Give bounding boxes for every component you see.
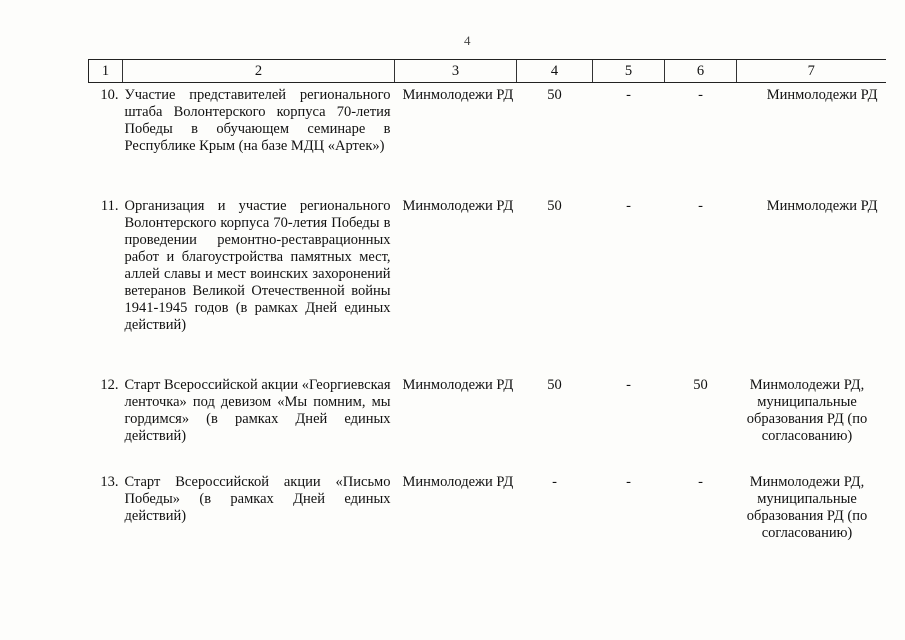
cell-col4: 50 xyxy=(547,87,562,103)
column-header: 7 xyxy=(737,60,886,83)
column-number-row xyxy=(89,60,886,83)
cell-col4: 50 xyxy=(547,376,562,393)
cell-col6: - xyxy=(698,197,703,214)
event-name: Старт Всероссийской акции «Георгиевская ленточка» под девизом «Мы помним, мы гордимся» (в рамках Дней единых действий) xyxy=(124,376,391,444)
responsible: Минмолодежи РД xyxy=(402,197,514,214)
row-number: 12. xyxy=(100,376,119,393)
column-header: 3 xyxy=(395,60,517,83)
table-row xyxy=(89,194,886,373)
event-name: Старт Всероссийской акции «Письмо Победы» (в рамках Дней единых действий) xyxy=(124,473,391,524)
cell-col6: - xyxy=(698,473,703,490)
cell-col4: - xyxy=(552,473,557,490)
row-number: 11. xyxy=(100,197,119,214)
event-name: Организация и участие регионального Волонтерского корпуса 70-летия Победы в проведении ремонтно-реставрационных работ и благоустройства памятных мест, аллей славы и мест воинских захоронений ветеранов Великой Отечественной войны 1941-1945 годов (в рамках Дней единых действий) xyxy=(124,197,391,333)
cell-col5: - xyxy=(626,376,631,393)
row-number: 13. xyxy=(100,473,119,490)
table-row xyxy=(89,470,886,550)
page-number: 4 xyxy=(464,33,471,48)
cell-col5: - xyxy=(626,473,631,490)
column-header: 1 xyxy=(89,60,123,83)
cell-col6: 50 xyxy=(693,376,708,393)
cell-col5: - xyxy=(626,87,631,103)
column-header: 5 xyxy=(593,60,665,83)
column-header: 2 xyxy=(123,60,395,83)
responsible: Минмолодежи РД xyxy=(402,376,514,393)
cell-col5: - xyxy=(626,197,631,214)
event-name: Участие представителей регионального штаба Волонтерского корпуса 70-летия Победы в обучающем семинаре в Республике Крым (на базе МДЦ «Артек») xyxy=(124,87,391,154)
cell-col7: Минмолодежи РД xyxy=(766,87,878,103)
table-row xyxy=(89,83,886,194)
table-row xyxy=(89,373,886,470)
row-number: 10. xyxy=(100,87,119,103)
cell-col7: Минмолодежи РД, муниципальные образования РД (по согласованию) xyxy=(746,376,868,444)
cell-col4: 50 xyxy=(547,197,562,214)
cell-col7: Минмолодежи РД, муниципальные образования РД (по согласованию) xyxy=(746,473,868,541)
column-header: 6 xyxy=(665,60,737,83)
column-header: 4 xyxy=(517,60,593,83)
cell-col6: - xyxy=(698,87,703,103)
events-table xyxy=(88,59,886,550)
responsible: Минмолодежи РД xyxy=(402,473,514,490)
responsible: Минмолодежи РД xyxy=(402,87,514,103)
cell-col7: Минмолодежи РД xyxy=(766,197,878,214)
